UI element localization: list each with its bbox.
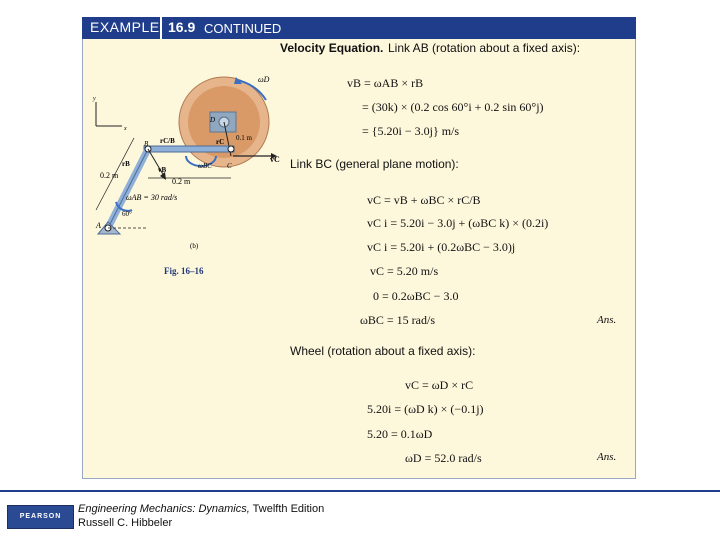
footer-author: Russell C. Hibbeler [78, 517, 173, 529]
label-len2: 0.2 m [172, 177, 191, 186]
label-angle: 60° [122, 210, 132, 218]
label-a: A [96, 221, 101, 230]
eq2-line-3: vC i = 5.20i + (0.2ωBC − 3.0)j [367, 240, 516, 254]
eq1-line-2: = (30k) × (0.2 cos 60°i + 0.2 sin 60°j) [362, 100, 544, 114]
label-len1: 0.2 m [100, 171, 119, 180]
eq2-line-6: ωBC = 15 rad/s [360, 313, 435, 327]
label-x: x [124, 126, 127, 132]
book-edition: Twelfth Edition [249, 503, 325, 515]
answer-marker-1: Ans. [597, 314, 617, 326]
pearson-logo [7, 505, 74, 529]
eq3-line-1: vC = ωD × rC [405, 378, 474, 392]
book-title: Engineering Mechanics: Dynamics, [78, 503, 250, 515]
label-omega-ab: ωAB = 30 rad/s [126, 193, 178, 202]
figure-caption: Fig. 16–16 [164, 266, 204, 276]
continued-label: CONTINUED [204, 21, 282, 36]
pin-c [228, 146, 234, 152]
label-vc: vC [270, 155, 280, 164]
eq1-line-1: vB = ωAB × rB [347, 76, 424, 90]
eq3-line-2: 5.20i = (ωD k) × (−0.1j) [367, 402, 484, 416]
label-sub-b: (b) [190, 242, 199, 250]
label-d: D [210, 116, 216, 124]
wheel-desc: Wheel (rotation about a fixed axis): [290, 344, 476, 358]
eq3-line-4: ωD = 52.0 rad/s [405, 451, 482, 465]
label-b: B [144, 140, 149, 148]
label-rcb: rC/B [160, 137, 175, 145]
eq3-line-3: 5.20 = 0.1ωD [367, 427, 433, 441]
example-number: 16.9 [168, 19, 196, 35]
link-bc [144, 146, 234, 152]
label-c: C [227, 162, 232, 170]
eq2-line-4: vC = 5.20 m/s [370, 264, 439, 278]
pearson-logo-text: PEARSON [19, 513, 62, 520]
eq2-line-5: 0 = 0.2ωBC − 3.0 [373, 289, 459, 303]
example-label: EXAMPLE [90, 19, 160, 35]
footer-divider [0, 490, 720, 492]
label-r01: 0.1 m [236, 134, 252, 142]
eq2-line-1: vC = vB + ωBC × rC/B [367, 193, 481, 207]
link-bc-desc: Link BC (general plane motion): [290, 157, 459, 171]
eq1-line-3: = {5.20i − 3.0j} m/s [362, 124, 460, 138]
label-y: y [93, 96, 96, 102]
label-omega-d: ωD [258, 75, 270, 84]
label-rc: rC [216, 138, 225, 146]
link-ab-desc: Link AB (rotation about a fixed axis): [388, 41, 581, 55]
label-vb: vB [158, 166, 167, 174]
velocity-equation-title: Velocity Equation. [280, 41, 384, 55]
header-divider [160, 17, 162, 39]
eq2-line-2: vC i = 5.20i − 3.0j + (ωBC k) × (0.2i) [367, 216, 549, 230]
example-header [82, 17, 636, 39]
answer-marker-2: Ans. [597, 451, 617, 463]
mechanism-figure [86, 60, 296, 280]
footer-book-line [78, 503, 324, 515]
label-omega-bc: ωBC [198, 162, 212, 170]
label-rb: rB [122, 160, 130, 168]
